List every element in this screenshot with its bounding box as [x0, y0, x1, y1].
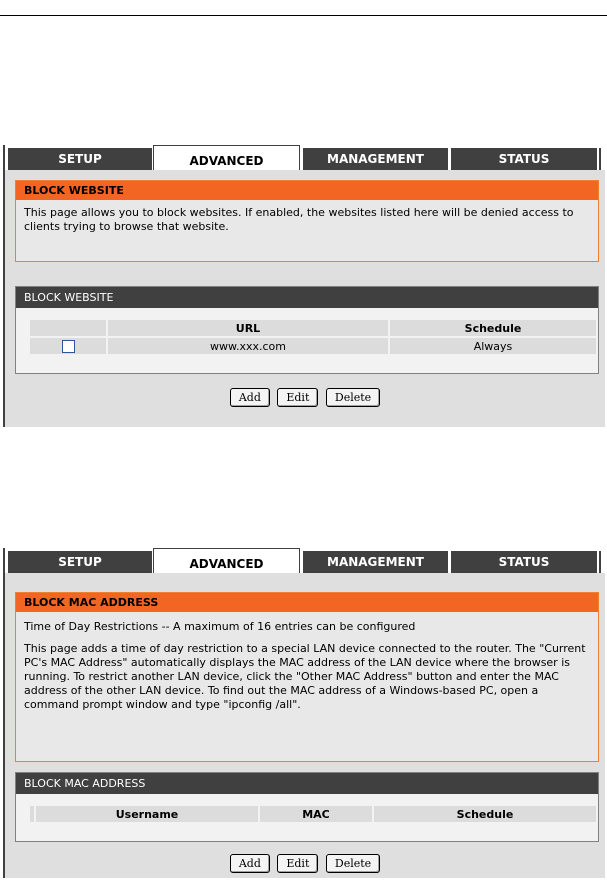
block-website-table-section [15, 286, 599, 374]
button-row [5, 854, 605, 873]
page-top-rule [0, 15, 607, 16]
tab-status[interactable]: STATUS [451, 551, 597, 573]
tab-management[interactable]: MANAGEMENT [303, 551, 448, 573]
tab-bar [0, 145, 607, 170]
schedule-cell: Always [390, 338, 596, 354]
row-checkbox[interactable] [62, 340, 75, 353]
column-header-mac: MAC [260, 806, 372, 822]
add-button[interactable]: Add [230, 854, 270, 873]
section-intro: Time of Day Restrictions -- A maximum of 16 entries can be configured [24, 620, 416, 633]
column-header-url: URL [108, 320, 388, 336]
url-table [28, 318, 598, 356]
mac-table [28, 804, 598, 824]
section-description: This page adds a time of day restriction to a special LAN device connected to the router. The "Current PC's MAC Address" automatically displays the MAC address of the LAN device where the browser is running. To restrict another LAN device, click the "Other MAC Address" button and enter the MAC address of the other LAN device. To find out the MAC address of a Windows-based PC, open a command prompt window and type "ipconfig /all". [24, 642, 586, 711]
content-area [3, 170, 605, 427]
block-website-info-section [15, 180, 599, 262]
tab-bar-right-edge [599, 148, 601, 170]
column-header-select [30, 320, 106, 336]
column-header-select [30, 806, 34, 822]
block-mac-panel [0, 548, 607, 878]
edit-button[interactable]: Edit [277, 854, 318, 873]
edit-button[interactable]: Edit [277, 388, 318, 407]
block-website-panel [0, 145, 607, 427]
column-header-schedule: Schedule [390, 320, 596, 336]
section-title: BLOCK MAC ADDRESS [16, 593, 598, 612]
tab-bar [0, 548, 607, 573]
block-mac-info-section [15, 592, 599, 762]
section-title: BLOCK WEBSITE [16, 181, 598, 200]
row-select-cell [30, 338, 106, 354]
tab-status[interactable]: STATUS [451, 148, 597, 170]
tab-bar-left-edge [3, 145, 5, 170]
add-button[interactable]: Add [230, 388, 270, 407]
tab-management[interactable]: MANAGEMENT [303, 148, 448, 170]
tab-advanced[interactable]: ADVANCED [153, 548, 300, 574]
url-cell: www.xxx.com [108, 338, 388, 354]
content-area [3, 573, 605, 878]
delete-button[interactable]: Delete [326, 854, 380, 873]
block-mac-table-section [15, 772, 599, 842]
table-section-title: BLOCK MAC ADDRESS [16, 773, 598, 794]
tab-bar-right-edge [599, 551, 601, 573]
table-row [30, 338, 596, 354]
section-description: This page allows you to block websites. If enabled, the websites listed here will be denied access to clients trying to browse that website. [24, 206, 574, 233]
column-header-username: Username [36, 806, 258, 822]
tab-bar-left-edge [3, 548, 5, 573]
tab-advanced[interactable]: ADVANCED [153, 145, 300, 171]
table-section-title: BLOCK WEBSITE [16, 287, 598, 308]
column-header-schedule: Schedule [374, 806, 596, 822]
tab-setup[interactable]: SETUP [8, 551, 152, 573]
tab-setup[interactable]: SETUP [8, 148, 152, 170]
button-row [5, 388, 605, 407]
delete-button[interactable]: Delete [326, 388, 380, 407]
